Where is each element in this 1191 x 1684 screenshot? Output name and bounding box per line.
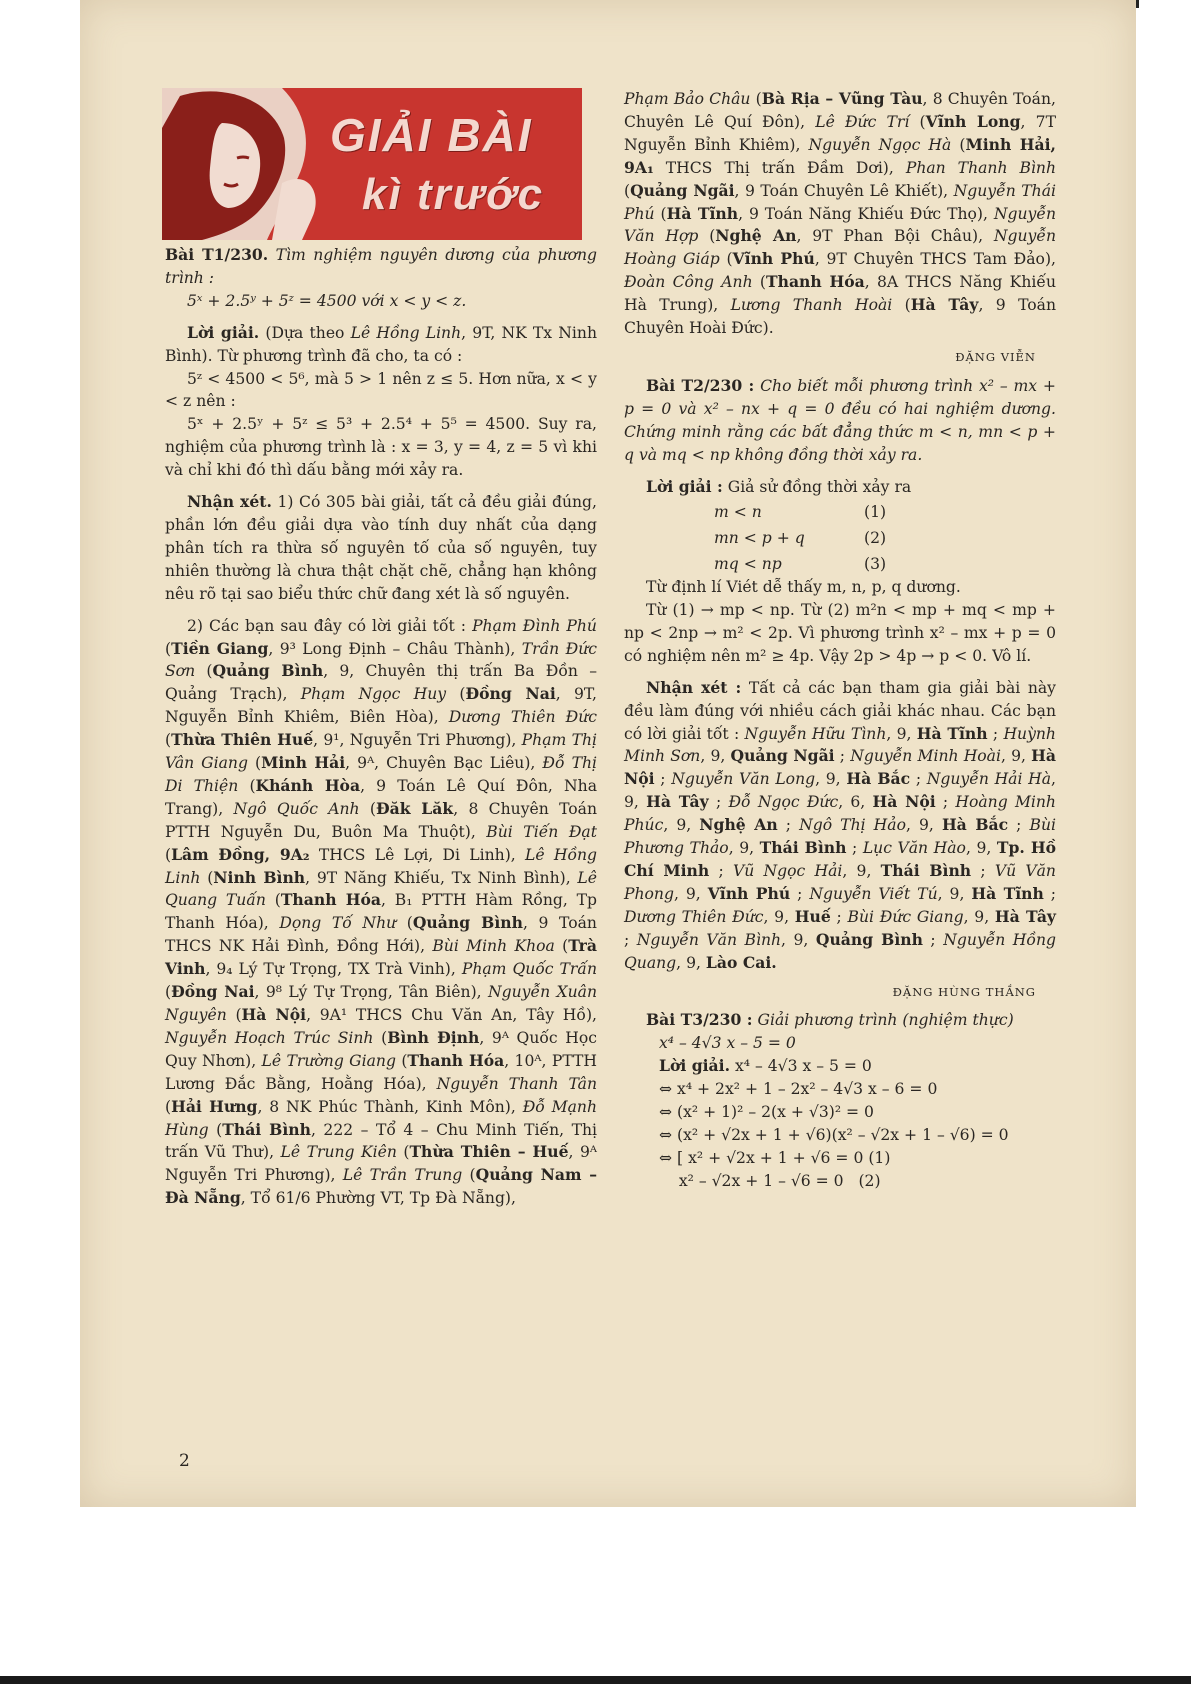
student-province: Hà Bắc [941, 815, 1009, 835]
student-province: Nghệ An [715, 226, 797, 246]
student-name: Bùi Đức Giang [847, 907, 964, 926]
student-name: Nguyễn Văn Bình [636, 930, 782, 949]
t2-problem-text: Cho biết mỗi phương trình x² – mx + p = 0 và x² – nx + q = 0 đều có hai nghiệm dương. Chứng minh rằng các bất đẳng thức m < n, mn < p + q và mq < np không đồng thời xảy ra. [624, 376, 1056, 464]
t1-names-continued [624, 88, 1056, 340]
student-detail: , 9, [1000, 747, 1026, 766]
student-province: Tp. Hồ Chí Minh [624, 838, 1057, 880]
student-province: Hà Tây [910, 295, 979, 315]
t3-solution-line-3: ⇔ (x² + 1)² – 2(x + √3)² = 0 [659, 1103, 874, 1122]
student-name: Bùi Phương Thảo [624, 816, 1056, 858]
inequality-number: (3) [864, 555, 887, 574]
scan-margin [1136, 0, 1191, 1684]
student-entry: Phạm Đình Phú (Tiền Giang, 9³ Long Định – Châu Thành), [165, 616, 597, 658]
student-province: Lào Cai. [705, 952, 777, 972]
student-detail: , 9T, Nguyễn Bỉnh Khiêm, Biên Hòa), [165, 685, 597, 727]
student-entry: Huỳnh Minh Sơn, 9, Quảng Ngãi ; [624, 724, 1056, 766]
student-entry: Lương Thanh Hoài (Hà Tây, 9 Toán Chuyên Hoài Đức). [624, 295, 1056, 338]
t2-remark-label: Nhận xét : [646, 677, 742, 697]
student-detail: , 9, [673, 884, 701, 903]
student-province: Nghệ An [699, 815, 778, 835]
student-entry: Lê Trung Kiên (Thừa Thiên – Huế, 9ᴬ Nguyễn Tri Phương), [165, 1142, 597, 1185]
student-entry: Lê Đức Trí (Vĩnh Long, 7T Nguyễn Bỉnh Khiêm), [624, 111, 1056, 154]
t1-solution-intro [165, 322, 597, 368]
student-province: Thái Bình [759, 838, 847, 858]
banner-subtitle: kì trước [362, 170, 545, 219]
t3-solution-line-5: ⇔ [ x² + √2x + 1 + √6 = 0 (1) [659, 1148, 891, 1167]
student-detail: , 9 Toán Lê Quí Đôn, Nha Trang), [165, 776, 597, 818]
student-name: Hoàng Minh Phúc [624, 793, 1056, 835]
student-province: Thừa Thiên – Huế [409, 1142, 569, 1162]
student-detail: , 9 Toán Chuyên Lê Khiết), [734, 181, 954, 200]
student-name: Nguyễn Thái Phú [624, 181, 1056, 223]
student-entry: Nguyễn Thái Phú (Hà Tĩnh, 9 Toán Năng Khiếu Đức Thọ), [624, 181, 1056, 223]
inequality-number: (1) [864, 503, 887, 522]
student-name: Đỗ Ngọc Đức [728, 793, 839, 812]
t1-names-list [165, 617, 597, 1208]
t1-solution-intro-text: (Dựa theo [265, 323, 345, 342]
student-name: Nguyễn Hải Hà [926, 770, 1052, 789]
t3-solution [624, 1032, 1056, 1192]
student-province: Vĩnh Long [925, 111, 1021, 131]
student-entry: Nguyễn Văn Long, 9, Hà Bắc ; [671, 769, 927, 789]
student-detail: , 9, [842, 862, 872, 880]
student-province: Bình Định [387, 1027, 480, 1047]
student-name: Phạm Đình Phú [472, 616, 597, 635]
student-detail: , 9, [963, 907, 990, 926]
student-entry: Phạm Thị Vân Giang (Minh Hải, 9ᴬ, Chuyên Bạc Liêu), [165, 731, 597, 773]
student-name: Vũ Ngọc Hải [732, 862, 843, 880]
student-name: Trần Đức Sơn [165, 639, 597, 681]
student-name: Đoàn Công Anh [624, 273, 753, 292]
student-entry: Nguyễn Thanh Tân (Hải Hưng, 8 NK Phúc Thành, Kinh Môn), [165, 1074, 598, 1116]
student-province: Thanh Hóa [407, 1050, 505, 1070]
student-detail: , 8 Chuyên Toán PTTH Nguyễn Du, Buôn Ma Thuột), [165, 799, 597, 841]
student-entry: Nguyễn Viết Tú, 9, Hà Tĩnh ; [809, 883, 1057, 903]
student-detail: , 9 Toán Chuyên Hoài Đức). [624, 296, 1056, 338]
student-name: Nguyễn Xuân Nguyên [165, 983, 598, 1024]
student-detail: , 7T Nguyễn Bỉnh Khiêm), [624, 112, 1056, 154]
t3-solution-line-1-text: x⁴ – 4√3 x – 5 = 0 [734, 1057, 872, 1076]
t1-remark-1-text: 1) Có 305 bài giải, tất cả đều giải đúng, phần lớn đều giải dựa vào tính duy nhất của dạng phân tích ra thừa số nguyên tố của số nguyên, tuy nhiên thường là chưa thật chặt chẽ, chẳng hạn không nêu rõ tại sao biểu thức chữ đang xét là số nguyên. [165, 493, 597, 603]
student-province: Hà Bắc [846, 769, 911, 789]
t1-solution-intro-rest: , 9T, NK Tx Ninh Bình). Từ phương trình đã cho, ta có : [165, 323, 597, 365]
student-detail: , 9³ Long Định – Châu Thành), [268, 639, 522, 658]
student-province: Thái Bình [222, 1119, 311, 1139]
student-province: Minh Hải, 9A₁ [624, 134, 1056, 177]
student-name: Đỗ Thị Di Thiện [165, 754, 597, 795]
student-detail: , B₁ PTTH Hàm Rồng, Tp Thanh Hóa), [165, 891, 598, 933]
t2-signature: ĐẶNG HÙNG THẮNG [892, 984, 1036, 999]
inequality: mq < np [714, 555, 782, 574]
student-detail: , 9ᴬ Quốc Học Quy Nhơn), [165, 1028, 597, 1070]
left-column [165, 244, 597, 1210]
student-province: Hà Nội [241, 1005, 307, 1024]
student-detail: , 8A THCS Năng Khiếu Hà Trung), [624, 273, 1056, 315]
t1-solution-credit: Lê Hồng Linh [350, 323, 462, 342]
student-entry: Phạm Bảo Châu (Bà Rịa – Vũng Tàu, 8 Chuyên Toán, Chuyên Lê Quí Đôn), [624, 89, 1056, 131]
student-detail: , 9 Toán Năng Khiếu Đức Thọ), [738, 204, 994, 223]
student-province: Hà Tây [994, 906, 1056, 926]
student-province: Khánh Hòa [255, 775, 361, 795]
t2-title: Bài T2/230 : [646, 375, 755, 395]
student-detail: , 9, [728, 839, 755, 858]
student-detail: , 9, [781, 930, 809, 949]
student-name: Phạm Bảo Châu [624, 90, 751, 108]
student-province: Quảng Ngãi [730, 746, 835, 766]
t3-equation: x⁴ – 4√3 x – 5 = 0 [659, 1034, 796, 1053]
student-province: Quảng Bình [212, 661, 324, 681]
student-name: Ngô Thị Hảo [799, 816, 906, 835]
student-province: Quảng Nam – Đà Nẵng [165, 1165, 597, 1208]
student-detail: , 9, Chuyên thị trấn Ba Đồn – Quảng Trạch), [165, 662, 597, 704]
student-detail: , 6, [838, 793, 866, 812]
t2-solution-intro [624, 476, 1056, 499]
student-entry: Nguyễn Ngọc Hà (Minh Hải, 9A₁ THCS Thị trấn Đầm Dơi), [624, 134, 1056, 177]
student-province: Ninh Bình [213, 867, 306, 887]
student-entry: Phan Thanh Bình (Quảng Ngãi, 9 Toán Chuyên Lê Khiết), [624, 158, 1057, 200]
student-detail: , 9₄ Lý Tự Trọng, TX Trà Vinh), [205, 960, 462, 979]
student-entry: Dương Thiên Đức (Thừa Thiên Huế, 9¹, Nguyễn Tri Phương), [165, 708, 597, 750]
t3-solution-label: Lời giải. [659, 1056, 731, 1076]
student-entry: Đỗ Thị Di Thiện (Khánh Hòa, 9 Toán Lê Quí Đôn, Nha Trang), [165, 754, 597, 818]
student-province: Vĩnh Phú [732, 249, 815, 269]
student-entry: Đỗ Mạnh Hùng (Thái Bình, 222 – Tổ 4 – Chu Minh Tiến, Thị trấn Vũ Thư), [165, 1097, 597, 1162]
student-detail: , 9, [700, 747, 726, 766]
inequality: mn < p + q [714, 529, 805, 548]
t2-remark-text: Tất cả các bạn tham gia giải bài này đều làm đúng với nhiều cách giải khác nhau. Các bạn có lời giải tốt : [624, 678, 1056, 743]
student-name: Nguyễn Hoạch Trúc Sinh [165, 1028, 374, 1047]
student-name: Nguyễn Thanh Tân [436, 1074, 598, 1093]
student-entry: Lê Trần Trung (Quảng Nam – Đà Nẵng, Tổ 61/6 Phường VT, Tp Đà Nẵng), [165, 1165, 597, 1208]
student-entry: Nguyễn Hoàng Giáp (Vĩnh Phú, 9T Chuyên THCS Tam Đảo), [624, 227, 1056, 269]
student-entry: Ngô Thị Hảo, 9, Hà Bắc ; [799, 815, 1030, 835]
student-detail: , 9 Toán THCS NK Hải Đình, Đồng Hới), [165, 914, 597, 956]
student-province: Tiền Giang [171, 638, 269, 658]
student-name: Lương Thanh Hoài [730, 296, 893, 315]
student-detail: , 9, [886, 724, 912, 743]
t1-solution-label: Lời giải. [187, 322, 260, 342]
student-name: Lê Hồng Linh [165, 845, 598, 887]
student-name: Lê Đức Trí [815, 112, 910, 131]
student-name: Ngô Quốc Anh [233, 799, 360, 818]
student-entry: Ngô Quốc Anh (Đăk Lăk, 8 Chuyên Toán PTTH Nguyễn Du, Buôn Ma Thuột), [165, 798, 597, 841]
student-province: Quảng Bình [412, 913, 523, 933]
student-province: Quảng Ngãi [630, 180, 735, 200]
t2-remark [624, 677, 1056, 975]
student-province: Trà Vinh [165, 936, 597, 979]
student-detail: , 222 – Tổ 4 – Chu Minh Tiến, Thị trấn Vũ Thư), [165, 1120, 597, 1162]
t2-problem [624, 375, 1056, 467]
student-province: Minh Hải [261, 753, 346, 773]
student-name: Vũ Văn Phong [624, 862, 1056, 903]
student-entry: Bùi Minh Khoa (Trà Vinh, 9₄ Lý Tự Trọng, TX Trà Vinh), [165, 936, 597, 979]
student-entry: Lê Trường Giang (Thanh Hóa, 10ᴬ, PTTH Lương Đắc Bằng, Hoằng Hóa), [165, 1050, 598, 1093]
student-entry: Dương Thiên Đức, 9, Huế ; [624, 906, 848, 926]
student-province: Đồng Nai [465, 684, 556, 704]
student-name: Đỗ Mạnh Hùng [165, 1097, 597, 1139]
inequality-number: (2) [864, 529, 887, 548]
student-detail: , 9, [815, 770, 841, 789]
student-name: Lê Trường Giang [261, 1051, 396, 1070]
t1-remark-2-intro: 2) Các bạn sau đây có lời giải tốt : [187, 616, 467, 635]
student-province: Hà Tĩnh [666, 203, 739, 223]
t2-solution-line-1: Từ định lí Viét dễ thấy m, n, p, q dương. [646, 578, 961, 597]
t2-names-list [624, 725, 1056, 972]
student-province: Huế [794, 906, 831, 926]
student-detail: , 9, [965, 839, 992, 858]
student-name: Nguyễn Hoàng Giáp [624, 227, 1056, 269]
t3-solution-line-2: ⇔ x⁴ + 2x² + 1 – 2x² – 4√3 x – 6 = 0 [659, 1080, 938, 1099]
student-name: Phạm Thị Vân Giang [165, 731, 597, 773]
t3-solution-line-1 [659, 1055, 1056, 1078]
t3-problem [624, 1009, 1056, 1032]
student-name: Dương Thiên Đức [448, 708, 597, 727]
student-detail: , 9, [763, 907, 790, 926]
student-name: Lục Văn Hào [862, 839, 966, 858]
student-name: Dương Thiên Đức [624, 907, 764, 926]
student-entry: Phạm Quốc Trấn (Đồng Nai, 9⁸ Lý Tự Trọng, Tân Biên), [165, 960, 597, 1002]
student-entry: Nguyễn Minh Hoài, 9, Hà Nội ; [624, 746, 1056, 789]
student-entry: Vũ Ngọc Hải, 9, Thái Bình ; [732, 861, 995, 880]
student-detail: , 9ᴬ Nguyễn Tri Phương), [165, 1143, 597, 1185]
student-detail: THCS Thị trấn Đầm Dơi), [653, 158, 906, 177]
student-entry: Nguyễn Xuân Nguyên (Hà Nội, 9A¹ THCS Chu Văn An, Tây Hồ), [165, 983, 598, 1024]
student-detail: , 9, [937, 884, 965, 903]
student-entry: Bùi Phương Thảo, 9, Thái Bình ; [624, 816, 1056, 858]
student-entry: Dọng Tố Như (Quảng Bình, 9 Toán THCS NK Hải Đình, Đồng Hới), [165, 913, 597, 956]
banner-title: GIẢI BÀI [330, 109, 533, 161]
student-province: Bà Rịa – Vũng Tàu [761, 89, 923, 108]
student-detail: , 9ᴬ, Chuyên Bạc Liêu), [345, 754, 543, 773]
student-detail: , 9, [905, 816, 934, 835]
student-name: Lê Quang Tuấn [165, 868, 598, 910]
student-province: Vĩnh Phú [707, 883, 791, 903]
student-detail: , 8 Chuyên Toán, Chuyên Lê Quí Đôn), [624, 90, 1056, 131]
student-province: Hà Nội [872, 792, 936, 812]
student-province: Đồng Nai [171, 982, 255, 1002]
t2-solution-line-2: Từ (1) → mp < np. Từ (2) m²n < mp + mq < mp + np < 2np → m² < 2p. Vì phương trình x² – mx + p = 0 có nghiệm nên m² ≥ 4p. Vậy 2p > 4p → p < 0. Vô lí. [624, 601, 1056, 665]
banner [162, 88, 582, 240]
student-detail: , 9T Phan Bội Châu), [796, 227, 994, 246]
student-name: Bùi Minh Khoa [432, 937, 555, 956]
inequality-row [714, 527, 944, 550]
t2-inequality-system [624, 501, 1056, 576]
student-name: Huỳnh Minh Sơn [624, 724, 1056, 766]
scan-bottom-edge [0, 1676, 1191, 1684]
student-entry: Trần Đức Sơn (Quảng Bình, 9, Chuyên thị trấn Ba Đồn – Quảng Trạch), [165, 639, 597, 704]
student-entry: Nguyễn Văn Bình, 9, Quảng Bình ; [636, 929, 944, 949]
student-name: Phạm Quốc Trấn [461, 960, 597, 979]
student-entry: Nguyễn Hải Hà, 9, Hà Tây ; [624, 770, 1057, 812]
student-name: Nguyễn Hồng Quang [624, 930, 1056, 972]
student-province: Thừa Thiên Huế [171, 730, 314, 750]
student-entry: Đỗ Ngọc Đức, 6, Hà Nội ; [728, 792, 956, 812]
student-detail: , 9A¹ THCS Chu Văn An, Tây Hồ), [306, 1006, 597, 1024]
student-province: Hà Nội [624, 746, 1056, 789]
student-province: Hải Hưng [171, 1096, 258, 1116]
student-name: Nguyễn Viết Tú [809, 884, 938, 903]
student-name: Nguyễn Minh Hoài [850, 747, 1001, 766]
student-name: Bùi Tiến Đạt [486, 822, 597, 841]
student-entry: Đoàn Công Anh (Thanh Hóa, 8A THCS Năng Khiếu Hà Trung), [624, 272, 1056, 315]
student-name: Lê Trung Kiên [280, 1143, 397, 1162]
student-detail: , 9, [676, 953, 701, 972]
student-name: Lê Trần Trung [342, 1166, 463, 1185]
t1-remark-1 [165, 491, 597, 606]
student-detail: , 9, [663, 816, 692, 835]
student-detail: , 9⁸ Lý Tự Trọng, Tân Biên), [254, 983, 489, 1002]
student-entry: Nguyễn Hoạch Trúc Sinh (Bình Định, 9ᴬ Quốc Học Quy Nhơn), [165, 1027, 597, 1070]
t1-remark-2 [165, 615, 597, 1211]
student-entry: Vũ Văn Phong, 9, Vĩnh Phú ; [624, 862, 1056, 903]
student-province: Hà Tĩnh [971, 883, 1044, 903]
student-province: Hà Tây [646, 792, 709, 812]
student-detail: , 10ᴬ, PTTH Lương Đắc Bằng, Hoằng Hóa), [165, 1051, 598, 1093]
t1-signature: ĐẶNG VIỄN [955, 349, 1036, 364]
t3-title: Bài T3/230 : [646, 1010, 753, 1030]
student-province: Quảng Bình [815, 929, 923, 949]
student-entry: Lục Văn Hào, 9, Tp. Hồ Chí Minh ; [624, 838, 1057, 880]
right-column [624, 88, 1056, 1193]
student-detail: , 9¹, Nguyễn Tri Phương), [313, 731, 522, 750]
t1-remark-label: Nhận xét. [187, 492, 272, 512]
student-entry: Nguyễn Hữu Tình, 9, Hà Tĩnh ; [744, 723, 1004, 743]
t1-names-list-continued [624, 90, 1056, 337]
t1-problem-text: Tìm nghiệm nguyên dương của phương trình : [165, 246, 597, 287]
student-detail: , Tổ 61/6 Phường VT, Tp Đà Nẵng), [240, 1189, 516, 1208]
student-name: Nguyễn Văn Hợp [624, 204, 1056, 246]
student-entry: Lê Hồng Linh (Ninh Bình, 9T Năng Khiếu, Tx Ninh Bình), [165, 845, 598, 887]
student-entry: Bùi Đức Giang, 9, Hà Tây ; [624, 906, 1056, 949]
student-province: Hà Tĩnh [916, 723, 988, 743]
t2-solution-intro-text: Giả sử đồng thời xảy ra [727, 477, 912, 496]
student-name: Dọng Tố Như [279, 914, 397, 933]
t2-solution-label: Lời giải : [646, 476, 723, 496]
t1-solution-line-2: 5ˣ + 2.5ʸ + 5ᶻ ≤ 5³ + 2.5⁴ + 5⁵ = 4500. Suy ra, nghiệm của phương trình là : x = 3, y = 4, z = 5 vì khi và chỉ khi đó thì dấu bằng mới xảy ra. [165, 415, 597, 480]
t3-problem-text: Giải phương trình (nghiệm thực) [757, 1011, 1014, 1030]
inequality-row [714, 553, 944, 576]
student-entry: Hoàng Minh Phúc, 9, Nghệ An ; [624, 793, 1056, 835]
student-entry: Nguyễn Văn Hợp (Nghệ An, 9T Phan Bội Châu), [624, 204, 1056, 246]
inequality: m < n [714, 503, 762, 522]
student-name: Nguyễn Hữu Tình [744, 724, 887, 743]
student-detail: THCS Lê Lợi, Di Linh), [309, 845, 525, 864]
t3-solution-line-4: ⇔ (x² + √2x + 1 + √6)(x² – √2x + 1 – √6) = 0 [659, 1125, 1009, 1144]
student-province: Đăk Lăk [376, 798, 454, 818]
t3-solution-line-6: x² – √2x + 1 – √6 = 0 (2) [659, 1171, 881, 1190]
student-entry: Phạm Ngọc Huy (Đồng Nai, 9T, Nguyễn Bỉnh Khiêm, Biên Hòa), [165, 684, 597, 727]
t1-solution-line-1: 5ᶻ < 4500 < 5⁶, mà 5 > 1 nên z ≤ 5. Hơn nữa, x < y < z nên : [165, 369, 597, 411]
student-name: Nguyễn Ngọc Hà [808, 135, 952, 154]
t1-problem [165, 244, 597, 290]
student-entry: Lê Quang Tuấn (Thanh Hóa, B₁ PTTH Hàm Rồng, Tp Thanh Hóa), [165, 868, 598, 933]
t1-title: Bài T1/230. [165, 245, 269, 264]
student-detail: , 9, [624, 770, 1057, 812]
student-province: Lâm Đồng, 9A₂ [171, 844, 310, 864]
t1-equation: 5ˣ + 2.5ʸ + 5ᶻ = 4500 với x < y < z. [187, 291, 467, 310]
student-entry: Bùi Tiến Đạt (Lâm Đồng, 9A₂ THCS Lê Lợi, Di Linh), [165, 822, 597, 864]
inequality-row [714, 501, 944, 524]
page-number: 2 [179, 1451, 190, 1471]
student-province: Thái Bình [880, 861, 972, 880]
student-name: Phạm Ngọc Huy [300, 685, 447, 704]
student-name: Nguyễn Văn Long [671, 770, 816, 789]
student-province: Thanh Hóa [766, 272, 865, 292]
student-name: Phan Thanh Bình [905, 158, 1057, 177]
student-detail: , 8 NK Phúc Thành, Kinh Môn), [257, 1097, 523, 1116]
student-detail: , 9T Chuyên THCS Tam Đảo), [814, 250, 1056, 269]
student-detail: , 9T Năng Khiếu, Tx Ninh Bình), [305, 868, 578, 887]
student-province: Thanh Hóa [280, 890, 382, 910]
